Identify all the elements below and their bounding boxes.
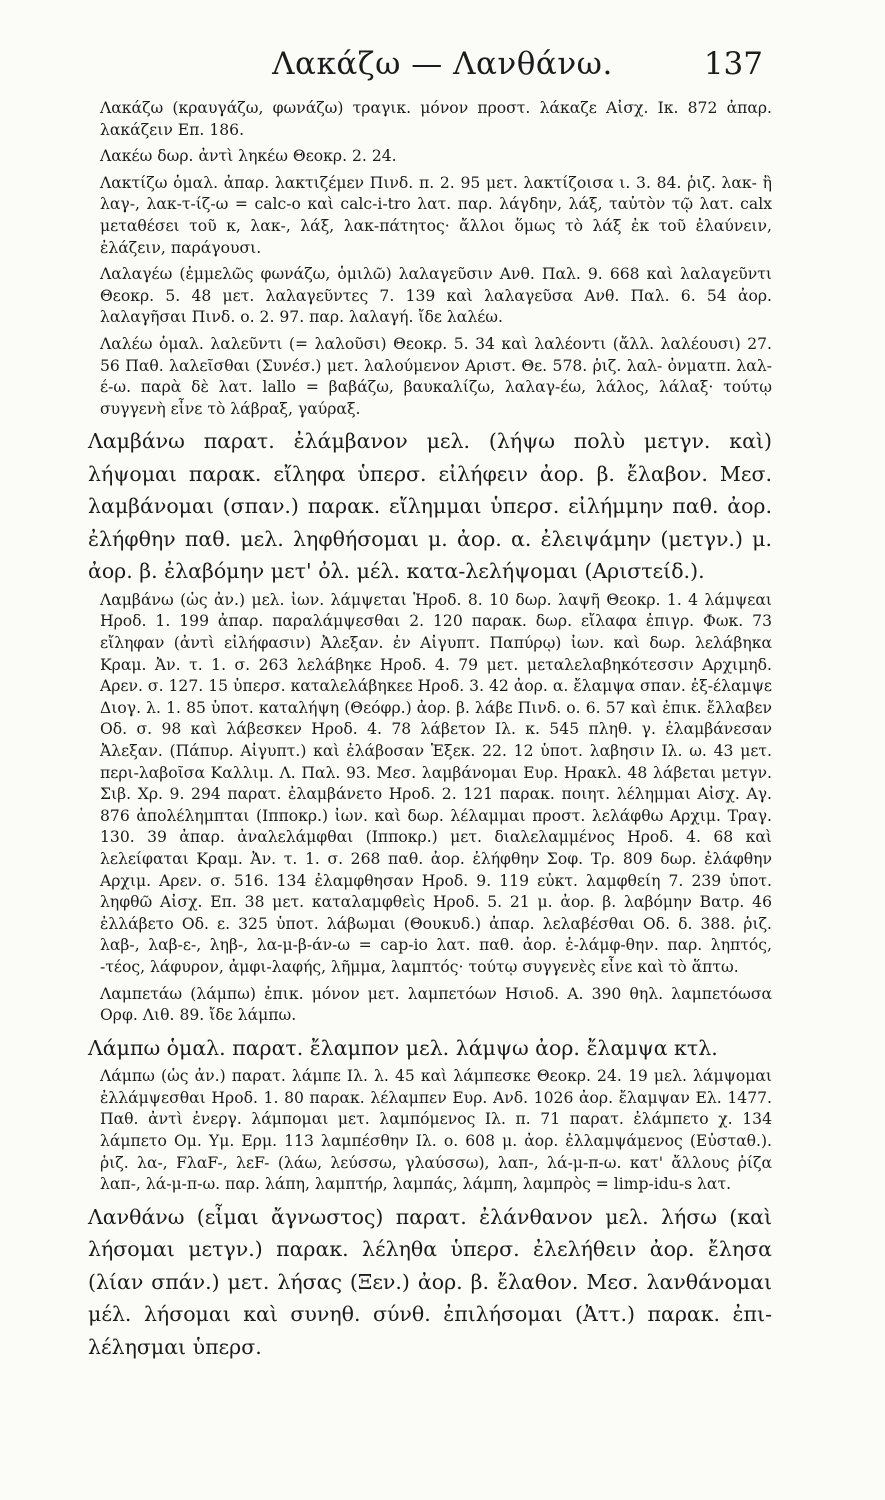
entry-lambano-detail: Λαμβάνω (ὡς ἀν.) μελ. ἰων. λάμψεται Ἡροδ. 8. 10 δωρ. λαψῆ Θεοκρ. 1. 4 λάμψεαι Ηροδ. 1. 199 ἀπαρ. παραλάμψεσθαι 2. 120 παρακ. δωρ. εἴλαφα ἐπιγρ. Φωκ. 73 εἴληφαν (ἀντὶ εἰλήφασιν) Ἀλεξαν. ἐν Αἰγυπτ. Παπύρῳ) ἰων. καὶ δωρ. λελάβηκα Κραμ. Ἀν. τ. 1. σ. 263 λελάβηκε Ηροδ. 4. 79 μετ. μεταλελαβηκότεσσιν Αρχιμηδ. Αρεν. σ. 127. 15 ὑπερσ. καταλελάβηκεε Ηροδ. 3. 42 ἀορ. α. ἔλαμψα σπαν. ἐξ-έλαμψε Διογ. λ. 1. 85 ὑποτ. καταλήψη (Θεόφρ.) ἀορ. β. λάβε Πινδ. ο. 6. 57 καὶ ἐπικ. ἔλλαβεν Οδ. σ. 98 καὶ λάβεσκεν Ηροδ. 4. 78 λάβετον Ιλ. κ. 545 πληθ. γ. ἐλαμβάνεσαν Ἀλεξαν. (Πάπυρ. Αἰγυπτ.) καὶ ἐλάβοσαν Ἑξεκ. 22. 12 ὑποτ. λαβησιν Ιλ. ω. 43 μετ. περι-λαβοῖσα Καλλιμ. Λ. Παλ. 93. Μεσ. λαμβάνομαι Ευρ. Ηρακλ. 48 λάβεται μετγν. Σιβ. Χρ. 9. 294 παρατ. ἐλαμβάνετο Ηροδ. 2. 121 παρακ. ποιητ. λέλημμαι Αἰσχ. Αγ. 876 ἀπολέλημπται (Ιπποκρ.) ἰων. καὶ δωρ. λέλαμμαι προστ. λελάφθω Αρχιμ. Τραγ. 130. 39 ἀπαρ. ἀναλελάμφθαι (Ιπποκρ.) μετ. διαλελαμμένος Ηροδ. 4. 68 καὶ λελείφαται Κραμ. Ἀν. τ. 1. σ. 268 παθ. ἀορ. ἐλήφθην Σοφ. Τρ. 809 δωρ. ἐλάφθην Αρχιμ. Αρεν. σ. 516. 134 ἐλαμφθησαν Ηροδ. 9. 119 εὐκτ. λαμφθείη 7. 239 ὑποτ. ληφθῶ Αἰσχ. Επ. 38 μετ. καταλαμφθεὶς Ηροδ. 5. 21 μ. ἀορ. β. λαβόμην Βατρ. 46 ἐλλάβετο Οδ. ε. 325 ὑποτ. λάβωμαι (Θουκυδ.) ἀπαρ. λελαβέσθαι Οδ. δ. 388. ῥιζ. λαβ-, λαβ-ε-, ληβ-, λα-μ-β-άν-ω = cap-io λατ. παθ. ἀορ. ἐ-λάμφ-θην. παρ. ληπτός, -τέος, λάφυρον, ἀμφι-λαφής, λῆμμα, λαμπτός· τούτῳ συγγενὲς εἶνε καὶ τὸ ἅπτω. (100, 590, 772, 976)
page-number: 137 (703, 46, 763, 82)
entry-lanthano-main: Λανθάνω (εἶμαι ἄγνωστος) παρατ. ἐλάνθανον μελ. λήσω (καὶ λήσομαι μετγν.) παρακ. λέληθα ὑπερσ. ἐλελήθειν ἀορ. ἔλησα (λίαν σπάν.) μετ. λήσας (Ξεν.) ἀορ. β. ἔλαθον. Μεσ. λανθάνομαι μέλ. λήσομαι καὶ συνηθ. σύνθ. ἐπιλήσομαι (Ἀττ.) παρακ. ἐπι-λέλησμαι ὑπερσ. (88, 1204, 772, 1359)
entry-lakeo: Λακέω δωρ. ἀντὶ ληκέω Θεοκρ. 2. 24. (100, 147, 397, 166)
page-title: Λακάζω — Λανθάνω. (272, 46, 613, 82)
entry-lambano-main: Λαμβάνω παρατ. ἐλάμβανον μελ. (λήψω πολὺ μετγν. καὶ) λήψομαι παρακ. εἴληφα ὑπερσ. εἰλήφειν ἀορ. β. ἔλαβον. Μεσ. λαμβάνομαι (σπαν.) παρακ. εἴλημμαι ὑπερσ. εἰλήμμην παθ. ἀορ. ἐλήφθην παθ. μελ. ληφθήσομαι μ. ἀορ. α. ἐλειψάμην (μετγν.) μ. ἀορ. β. ἐλαβόμην μετ' ὀλ. μέλ. κατα-λελήψομαι (Αριστείδ.). (88, 429, 772, 584)
entry-laleo: Λαλέω ὁμαλ. λαλεῦντι (= λαλοῦσι) Θεοκρ. 5. 34 καὶ λαλέοντι (ἄλλ. λαλέουσι) 27. 56 Παθ. λαλεῖσθαι (Συνέσ.) μετ. λαλούμενον Αριστ. Θε. 578. ῥιζ. λαλ- ὀνματπ. λαλ-έ-ω. παρὰ δὲ λατ. lallo = βαβάζω, βαυκαλίζω, λαλαγ-έω, λάλος, λάλαξ· τούτῳ συγγενὴ εἶνε τὸ λάβραξ, γαύραξ. (100, 334, 772, 418)
entry-laktizo: Λακτίζω ὁμαλ. ἀπαρ. λακτιζέμεν Πινδ. π. 2. 95 μετ. λακτίζοισα ι. 3. 84. ῥιζ. λακ- ἢ λαγ-, λακ-τ-ίζ-ω = calc-o καὶ calc-i-tro λατ. παρ. λάγδην, λάξ, ταὐτὸν τῷ λατ. calx μεταθέσει τοῦ κ, λακ-, λάξ, λακ-πάτητος· ἄλλοι ὅμως τὸ λάξ ἐκ τοῦ ἐλαύνειν, ἐλάζειν, παράγουσι. (100, 173, 772, 257)
entry-lampo-main: Λάμπω ὁμαλ. παρατ. ἔλαμπον μελ. λάμψω ἀορ. ἔλαμψα κτλ. (88, 1035, 718, 1060)
entry-lalageo: Λαλαγέω (ἐμμελῶς φωνάζω, ὁμιλῶ) λαλαγεῦσιν Ανθ. Παλ. 9. 668 καὶ λαλαγεῦντι Θεοκρ. 5. 48 μετ. λαλαγεῦντες 7. 139 καὶ λαλαγεῦσα Ανθ. Παλ. 6. 54 ἀορ. λαλαγῆσαι Πινδ. ο. 2. 97. παρ. λαλαγή. ἴδε λαλέω. (100, 265, 772, 327)
dictionary-body (88, 98, 772, 1365)
entry-lampo-detail: Λάμπω (ὡς ἀν.) παρατ. λάμπε Ιλ. λ. 45 καὶ λάμπεσκε Θεοκρ. 24. 19 μελ. λάμψομαι ἐλλάμψεσθαι Ηροδ. 1. 80 παρακ. λέλαμπεν Ευρ. Ανδ. 1026 ἀορ. ἔλαμψαν Ελ. 1477. Παθ. ἀντὶ ἐνεργ. λάμπομαι μετ. λαμπόμενος Ιλ. π. 71 παρατ. ἐλάμπετο χ. 134 λάμπετο Ομ. Υμ. Ερμ. 113 λαμπέσθην Ιλ. ο. 608 μ. ἀορ. ἐλλαμψάμενος (Εὐσταθ.). ῥιζ. λα-, FλαF-, λεF- (λάω, λεύσσω, γλαύσσω), λαπ-, λά-μ-π-ω. κατ' ἄλλους ῥίζα λαπ-, λά-μ-π-ω. παρ. λάπη, λαμπτήρ, λαμπάς, λάμπη, λαμπρὸς = limp-idu-s λατ. (100, 1067, 772, 1194)
entry-lampetao: Λαμπετάω (λάμπω) ἐπικ. μόνον μετ. λαμπετόων Ησιοδ. Α. 390 θηλ. λαμπετόωσα Ορφ. Λιθ. 89. ἴδε λάμπω. (100, 984, 772, 1025)
page-header (0, 40, 885, 100)
entry-lakazo: Λακάζω (κραυγάζω, φωνάζω) τραγικ. μόνον προστ. λάκαζε Αἰσχ. Ικ. 872 ἀπαρ. λακάζειν Επ. 186. (100, 99, 772, 139)
